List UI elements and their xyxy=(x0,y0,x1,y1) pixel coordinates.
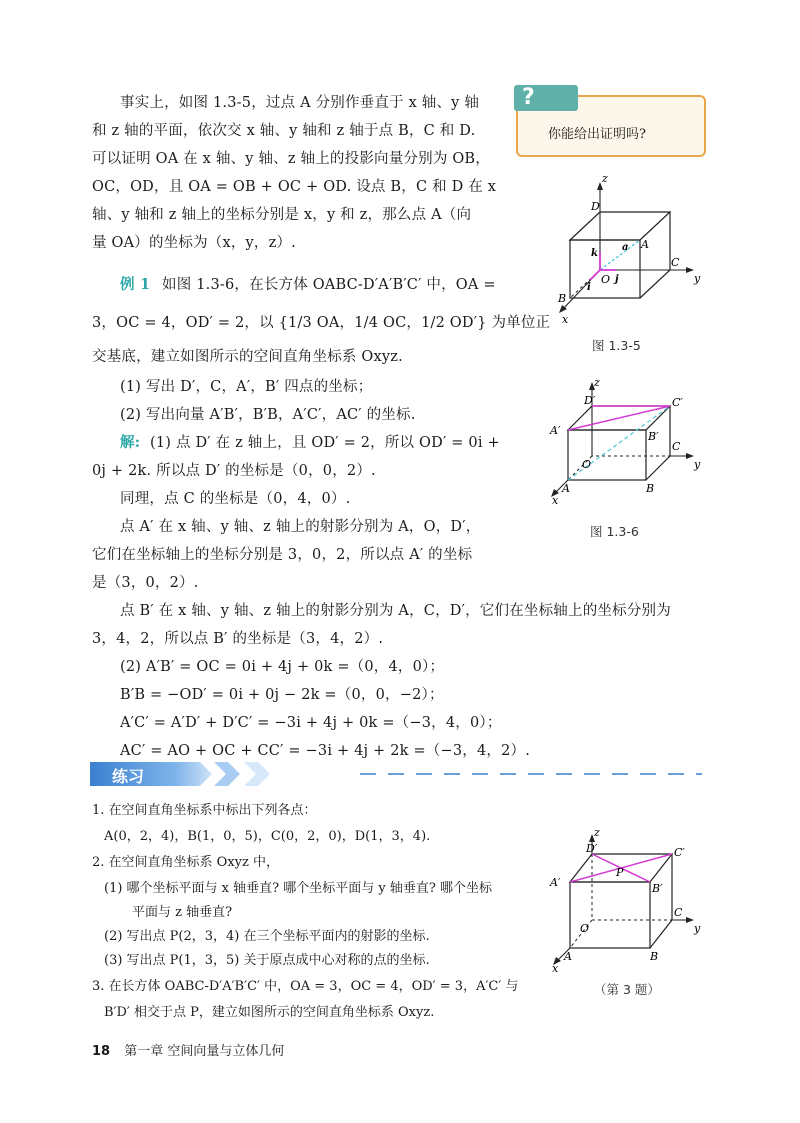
text-line: 点 B′ 在 x 轴、y 轴、z 轴上的射影分别为 A，C，D′，它们在坐标轴上的坐标分别为 xyxy=(120,603,671,619)
solution-label: 解: xyxy=(120,434,141,451)
exercise-item: (3) 写出点 P(1，3，5) 关于原点成中心对称的点的坐标. xyxy=(104,953,430,968)
text-line: OC，OD，且 OA = OB + OC + OD. 设点 B，C 和 D 在 x xyxy=(92,179,497,195)
svg-text:D′: D′ xyxy=(586,842,598,855)
exercise-item: 1. 在空间直角坐标系中标出下列各点： xyxy=(92,803,317,818)
svg-text:x: x xyxy=(562,313,569,326)
svg-text:A: A xyxy=(564,950,572,963)
example-label: 例 1 xyxy=(120,276,151,293)
text-line: 是（3，0，2）. xyxy=(92,575,199,591)
exercise-item: B′D′ 相交于点 P，建立如图所示的空间直角坐标系 Oxyz. xyxy=(104,1005,435,1020)
figure-exercise-3-caption: （第 3 题） xyxy=(594,982,660,997)
exercise-header: 练习 xyxy=(112,767,145,786)
exercise-item: 平面与 z 轴垂直? xyxy=(132,905,233,920)
exercise-item: 2. 在空间直角坐标系 Oxyz 中， xyxy=(92,855,279,870)
svg-text:D′: D′ xyxy=(584,394,596,407)
cube-top-face xyxy=(570,212,670,240)
text-line: AC′ = AO + OC + CC′ = −3i + 4j + 2k =（−3，4，2）. xyxy=(120,743,531,759)
svg-text:A′: A′ xyxy=(550,876,561,889)
figure-1-3-5 xyxy=(540,172,720,326)
figure-1-3-6 xyxy=(540,374,720,507)
svg-text:A′: A′ xyxy=(550,424,561,437)
page-number: 18 xyxy=(92,1044,111,1059)
question-icon: ? xyxy=(514,85,578,111)
text-line: 如图 1.3-6，在长方体 OABC-D′A′B′C′ 中，OA = xyxy=(162,277,496,293)
cube-front-face xyxy=(570,240,640,298)
text-line: 和 z 轴的平面，依次交 x 轴、y 轴和 z 轴于点 B，C 和 D. xyxy=(92,123,476,139)
svg-text:B: B xyxy=(650,950,659,963)
exercise-banner xyxy=(90,760,702,790)
svg-text:B: B xyxy=(646,482,655,495)
svg-text:B′: B′ xyxy=(652,882,663,895)
svg-text:y: y xyxy=(694,922,701,935)
svg-text:j: j xyxy=(615,274,619,285)
svg-text:B: B xyxy=(558,292,567,305)
svg-text:C: C xyxy=(672,440,681,453)
svg-text:A: A xyxy=(562,482,570,495)
vector-a xyxy=(600,240,640,270)
svg-text:k: k xyxy=(591,248,598,259)
text-line: 它们在坐标轴上的坐标分别是 3，0，2，所以点 A′ 的坐标 xyxy=(92,547,473,563)
hidden-edges xyxy=(600,212,670,270)
svg-text:z: z xyxy=(594,826,600,839)
exercise-item: (2) 写出点 P(2，3，4) 在三个坐标平面内的射影的坐标. xyxy=(104,929,430,944)
svg-text:x: x xyxy=(552,962,559,975)
svg-text:i: i xyxy=(587,282,591,293)
text-line: 3，4，2，所以点 B′ 的坐标是（3，4，2）. xyxy=(92,631,384,647)
text-line: 3，OC = 4，OD′ = 2，以 {1/3 OA，1/4 OC，1/2 OD′} 为单位正 xyxy=(92,315,551,331)
text-line: A′C′ = A′D′ + D′C′ = −3i + 4j + 0k =（−3，4，0）； xyxy=(120,715,502,731)
text-line: 量 OA）的坐标为（x，y，z）. xyxy=(92,235,296,251)
svg-text:P: P xyxy=(616,866,624,879)
think-callout xyxy=(516,85,706,157)
callout-text: 你能给出证明吗? xyxy=(548,127,646,142)
text-line: 交基底，建立如图所示的空间直角坐标系 Oxyz. xyxy=(92,349,403,365)
text-line: (1) 点 D′ 在 z 轴上，且 OD′ = 2，所以 OD′ = 0i + xyxy=(150,435,500,451)
svg-text:B′: B′ xyxy=(648,430,659,443)
svg-text:A: A xyxy=(641,238,649,251)
svg-text:C′: C′ xyxy=(672,396,683,409)
figure-1-3-6-caption: 图 1.3-6 xyxy=(590,524,639,539)
text-line: (2) 写出向量 A′B′，B′B，A′C′，AC′ 的坐标. xyxy=(120,407,416,423)
svg-text:y: y xyxy=(694,458,701,471)
exercise-item: (1) 哪个坐标平面与 x 轴垂直? 哪个坐标平面与 y 轴垂直? 哪个坐标 xyxy=(104,881,492,896)
text-line: 可以证明 OA 在 x 轴、y 轴、z 轴上的投影向量分别为 OB， xyxy=(92,151,490,167)
figure-1-3-5-caption: 图 1.3-5 xyxy=(592,338,641,353)
svg-text:O: O xyxy=(601,273,611,286)
svg-text:y: y xyxy=(694,272,701,285)
exercise-item: 3. 在长方体 OABC-D′A′B′C′ 中，OA = 3，OC = 4，OD′ = 3，A′C′ 与 xyxy=(92,979,519,994)
svg-text:x: x xyxy=(552,494,559,507)
svg-text:D: D xyxy=(591,200,600,213)
diagonal-a-c xyxy=(568,406,670,430)
svg-text:z: z xyxy=(602,172,608,185)
text-line: 0j + 2k. 所以点 D′ 的坐标是（0，0，2）. xyxy=(92,463,376,479)
text-line: (2) A′B′ = OC = 0i + 4j + 0k =（0，4，0）； xyxy=(120,659,445,675)
text-line: 轴、y 轴和 z 轴上的坐标分别是 x，y 和 z，那么点 A（向 xyxy=(92,207,472,223)
svg-text:C: C xyxy=(674,906,683,919)
page-footer xyxy=(92,1040,284,1059)
text-line: B′B = −OD′ = 0i + 0j − 2k =（0，0，−2）； xyxy=(120,687,444,703)
svg-text:C: C xyxy=(671,256,680,269)
text-line: 点 A′ 在 x 轴、y 轴、z 轴上的射影分别为 A，O，D′， xyxy=(120,519,481,535)
exercise-item: A(0，2，4)，B(1，0，5)，C(0，2，0)，D(1，3，4). xyxy=(104,829,431,844)
text-line: 同理，点 C 的坐标是（0，4，0）. xyxy=(120,491,351,507)
svg-text:O: O xyxy=(582,458,592,471)
svg-text:z: z xyxy=(594,376,600,389)
cube-right-edge xyxy=(640,212,670,298)
chapter-title: 第一章 空间向量与立体几何 xyxy=(124,1044,285,1059)
text-line: (1) 写出 D′，C，A′，B′ 四点的坐标； xyxy=(120,379,373,395)
svg-text:C′: C′ xyxy=(674,846,685,859)
svg-text:O: O xyxy=(580,922,590,935)
text-line: 事实上，如图 1.3-5，过点 A 分别作垂直于 x 轴、y 轴 xyxy=(120,95,480,111)
svg-text:a: a xyxy=(622,242,629,253)
figure-exercise-3 xyxy=(540,826,720,975)
